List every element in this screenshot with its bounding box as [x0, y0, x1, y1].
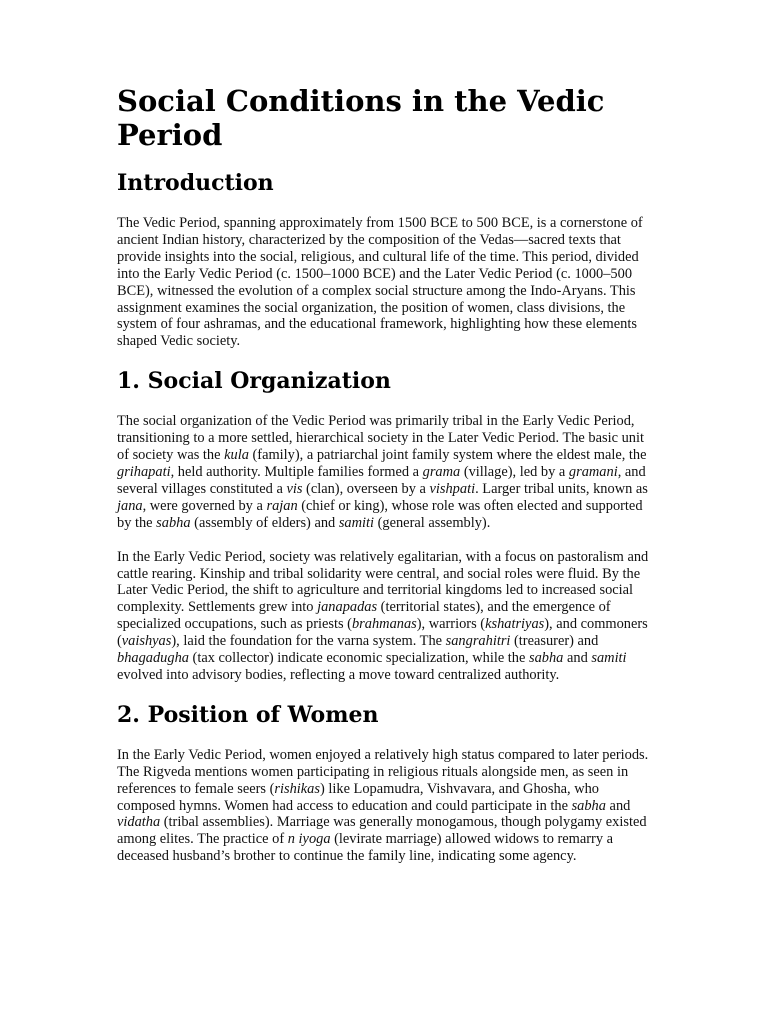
- text-run: The social organization of the Vedic Period was primarily tribal in the Early Vedic Period, transitioning to a more settled, hierarchical society in the Later Vedic Period. The basic unit of society was the: [117, 413, 644, 464]
- text-run: (chief or king), whose role was often elected and supported by the: [117, 497, 643, 531]
- section-heading-social-organization: 1. Social Organization: [117, 368, 391, 395]
- text-run: ), laid the foundation for the varna system. The: [171, 633, 446, 650]
- text-run: ), warriors (: [416, 616, 486, 633]
- italic-term: vis: [286, 480, 303, 497]
- text-run: ) like Lopamudra, Vishvavara, and Ghosha, who composed hymns. Women had access to education and could participate in the: [117, 780, 599, 814]
- text-run: (tax collector) indicate economic specialization, while the: [188, 650, 529, 667]
- italic-term: janapadas: [317, 599, 378, 616]
- text-run: and: [605, 797, 631, 814]
- italic-term: sangrahitri: [445, 633, 511, 650]
- social-organization-paragraph-2: [117, 549, 657, 684]
- position-of-women-paragraph-1: [117, 747, 657, 865]
- text-run: (tribal assemblies). Marriage was generally monogamous, though polygamy existed among elites. The practice of: [117, 814, 647, 848]
- text-run: In the Early Vedic Period, society was relatively egalitarian, with a focus on pastoralism and cattle rearing. Kinship and tribal solidarity were central, and social roles were fluid. By the Later Vedic Period, the shift to agriculture and territorial kingdoms led to increased social complexity. Settlements grew into: [117, 548, 649, 616]
- text-run: (clan), overseen by a: [302, 480, 430, 497]
- text-run: , and several villages constituted a: [117, 463, 646, 497]
- italic-term: grihapati: [117, 463, 171, 480]
- text-run: (village), led by a: [460, 463, 569, 480]
- italic-term: bhagadugha: [117, 650, 189, 667]
- section-heading-position-of-women: 2. Position of Women: [117, 701, 379, 728]
- text-run: (family), a patriarchal joint family system where the eldest male, the: [248, 447, 647, 464]
- italic-term: vishpati: [429, 480, 476, 497]
- italic-term: sabha: [156, 514, 191, 531]
- italic-term: n iyoga: [287, 831, 331, 848]
- text-run: , held authority. Multiple families formed a: [170, 463, 423, 480]
- italic-term: samiti: [591, 650, 627, 667]
- text-run: (levirate marriage) allowed widows to remarry a deceased husband’s brother to continue the family line, indicating some agency.: [117, 831, 614, 865]
- italic-term: sabha: [571, 797, 606, 814]
- document-body: [117, 84, 657, 882]
- italic-term: brahmanas: [351, 616, 417, 633]
- italic-term: sabha: [529, 650, 564, 667]
- text-run: (treasurer) and: [510, 633, 599, 650]
- italic-term: jana: [117, 497, 143, 514]
- text-run: (assembly of elders) and: [190, 514, 339, 531]
- italic-term: kula: [224, 447, 249, 464]
- text-run: evolved into advisory bodies, reflecting a move toward centralized authority.: [117, 666, 560, 683]
- section-heading-introduction: Introduction: [117, 170, 274, 196]
- italic-term: kshatriyas: [485, 616, 545, 633]
- italic-term: rishikas: [274, 780, 320, 797]
- introduction-paragraph: The Vedic Period, spanning approximately from 1500 BCE to 500 BCE, is a cornerstone of ancient Indian history, characterized by the composition of the Vedas—sacred texts that provide insights into the social, religious, and cultural life of the time. This period, divided into the Early Vedic Period (c. 1500–1000 BCE) and the Later Vedic Period (c. 1000–500 BCE), witnessed the evolution of a complex social structure among the Indo-Aryans. This assignment examines the social organization, the position of women, class divisions, the system of four ashramas, and the educational framework, highlighting how these elements shaped Vedic society.: [117, 215, 643, 350]
- document-title: Social Conditions in the Vedic Period: [117, 84, 605, 152]
- italic-term: grama: [422, 463, 461, 480]
- italic-term: vaishyas: [121, 633, 172, 650]
- social-organization-paragraph-1: [117, 413, 657, 531]
- text-run: (territorial states), and the emergence of specialized occupations, such as priests (: [117, 599, 611, 633]
- italic-term: rajan: [266, 497, 298, 514]
- text-run: (general assembly).: [374, 514, 491, 531]
- italic-term: samiti: [338, 514, 375, 531]
- italic-term: vidatha: [117, 814, 161, 831]
- text-run: In the Early Vedic Period, women enjoyed a relatively high status compared to later periods. The Rigveda mentions women participating in religious rituals alongside men, as seen in references to female seers (: [117, 746, 649, 797]
- text-run: , were governed by a: [142, 497, 267, 514]
- italic-term: gramani: [568, 463, 618, 480]
- text-run: . Larger tribal units, known as: [475, 480, 648, 497]
- text-run: and: [563, 650, 592, 667]
- text-run: ), and commoners (: [117, 616, 648, 650]
